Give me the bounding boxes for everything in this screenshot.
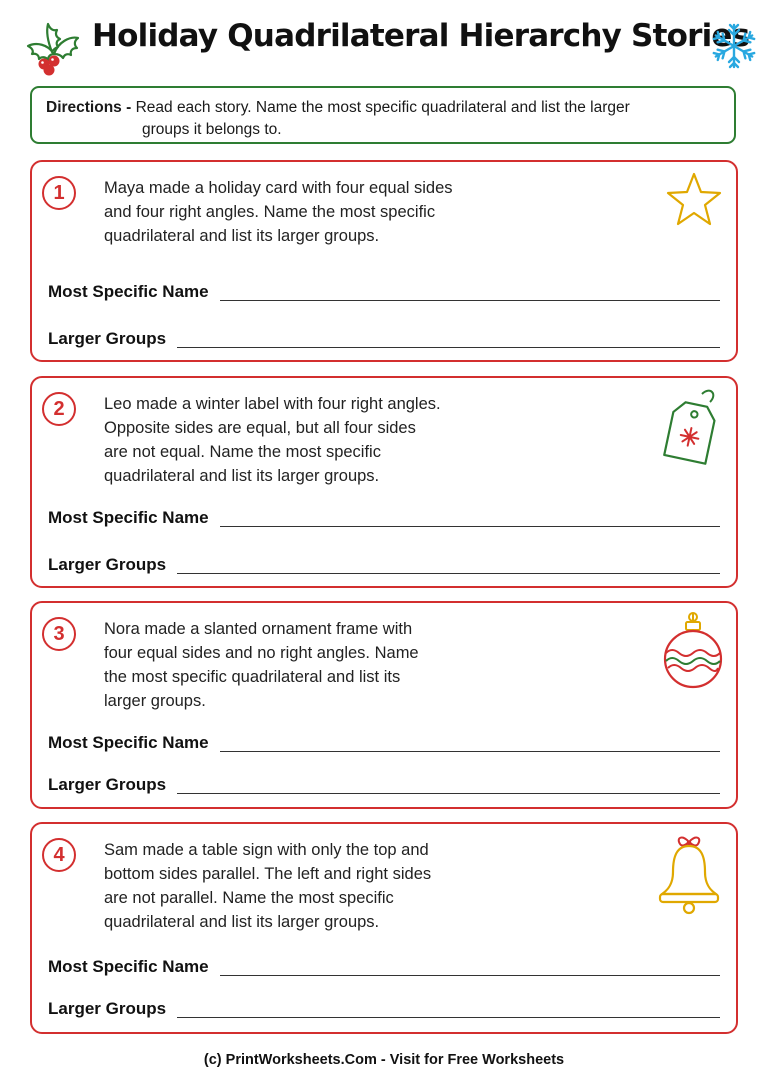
most-specific-name-field[interactable] xyxy=(48,506,720,530)
story-card-3 xyxy=(30,601,738,809)
answer-line[interactable] xyxy=(177,793,720,794)
gift-tag-icon xyxy=(660,384,722,468)
header xyxy=(0,0,768,86)
larger-groups-field[interactable] xyxy=(48,997,720,1021)
larger-groups-label: Larger Groups xyxy=(48,775,167,794)
story-text: Sam made a table sign with only the top and bottom sides parallel. The left and right sides are not parallel. Name the most specific quadrilateral and list its larger groups. xyxy=(104,841,432,931)
most-specific-name-field[interactable] xyxy=(48,731,720,755)
most-specific-name-label: Most Specific Name xyxy=(48,508,209,527)
directions-text-line1: Read each story. Name the most specific quadrilateral and list the larger xyxy=(135,99,630,116)
answer-line[interactable] xyxy=(220,751,720,752)
larger-groups-field[interactable] xyxy=(48,773,720,797)
larger-groups-field[interactable] xyxy=(48,553,720,577)
most-specific-name-label: Most Specific Name xyxy=(48,957,209,976)
larger-groups-label: Larger Groups xyxy=(48,329,167,348)
story-text: Nora made a slanted ornament frame with four equal sides and no right angles. Name the most specific quadrilateral and list its larger groups. xyxy=(104,620,419,710)
story-number: 3 xyxy=(42,617,76,651)
story-number: 2 xyxy=(42,392,76,426)
answer-line[interactable] xyxy=(220,526,720,527)
answer-line[interactable] xyxy=(177,573,720,574)
story-number: 1 xyxy=(42,176,76,210)
story-number: 4 xyxy=(42,838,76,872)
story-card-1 xyxy=(30,160,738,362)
page-title: Holiday Quadrilateral Hierarchy Stories xyxy=(92,18,750,54)
answer-line[interactable] xyxy=(220,975,720,976)
directions-text-line2: groups it belongs to. xyxy=(142,121,282,138)
larger-groups-label: Larger Groups xyxy=(48,555,167,574)
most-specific-name-field[interactable] xyxy=(48,280,720,304)
holly-icon xyxy=(24,20,82,76)
answer-line[interactable] xyxy=(177,1017,720,1018)
directions-box xyxy=(30,86,736,144)
larger-groups-label: Larger Groups xyxy=(48,999,167,1018)
ornament-icon xyxy=(662,611,724,695)
larger-groups-field[interactable] xyxy=(48,327,720,351)
answer-line[interactable] xyxy=(220,300,720,301)
story-text: Leo made a winter label with four right angles. Opposite sides are equal, but all four sides are not equal. Name the most specific quadrilateral and list its larger groups. xyxy=(104,395,441,485)
story-card-2 xyxy=(30,376,738,588)
footer-credit: (c) PrintWorksheets.Com - Visit for Free Worksheets xyxy=(203,1052,565,1068)
story-text: Maya made a holiday card with four equal sides and four right angles. Name the most specific quadrilateral and list its larger groups. xyxy=(104,179,453,245)
most-specific-name-label: Most Specific Name xyxy=(48,733,209,752)
snowflake-icon xyxy=(710,22,758,70)
star-icon xyxy=(664,170,724,230)
answer-line[interactable] xyxy=(177,347,720,348)
most-specific-name-field[interactable] xyxy=(48,955,720,979)
bell-icon xyxy=(656,832,722,916)
directions-label: Directions - xyxy=(46,99,132,116)
most-specific-name-label: Most Specific Name xyxy=(48,282,209,301)
story-card-4 xyxy=(30,822,738,1034)
